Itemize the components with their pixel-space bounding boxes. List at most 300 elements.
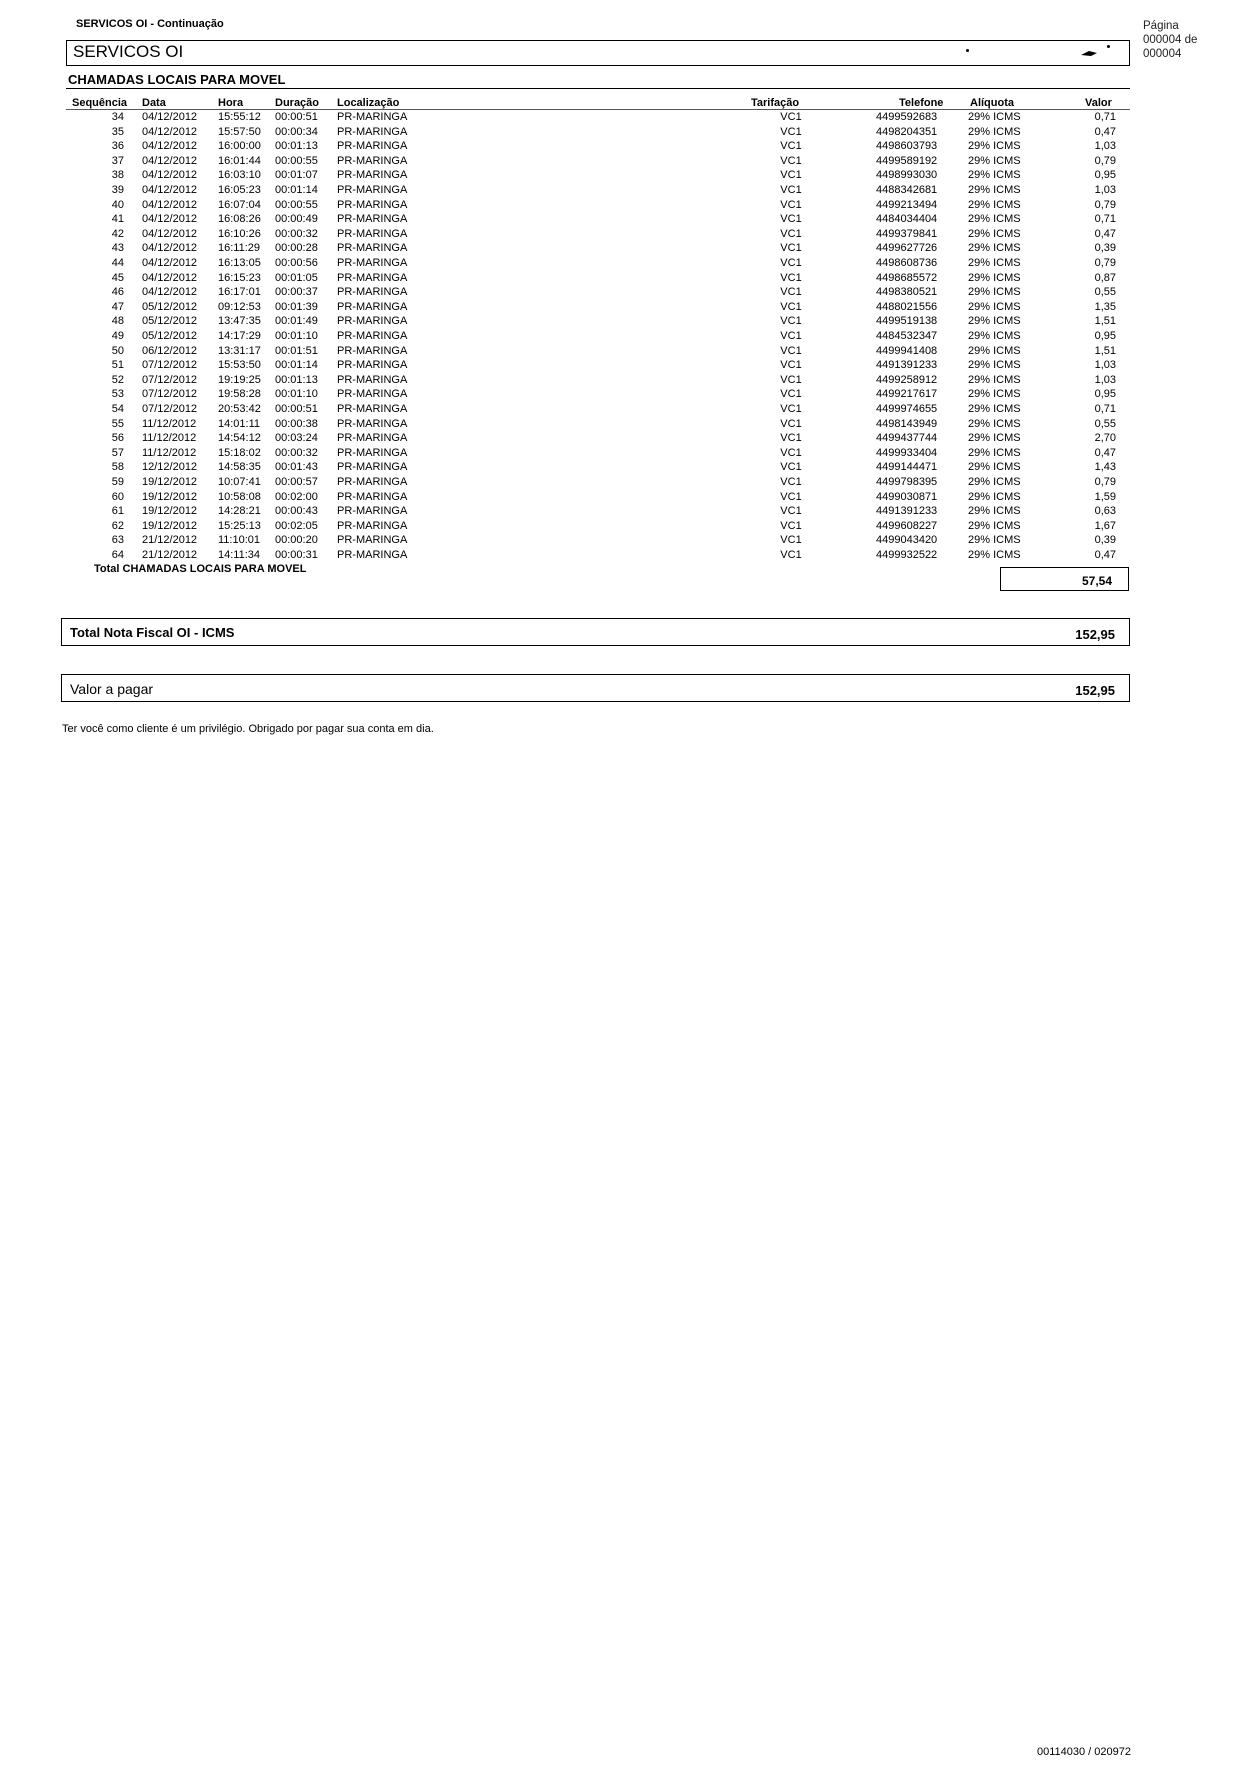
cell-data: 04/12/2012 [142,271,198,284]
cell-hora: 14:17:29 [218,330,261,342]
cell-localizacao: PR-MARINGA [337,169,408,182]
cell-duracao: 00:01:39 [275,300,318,313]
cell-data: 11/12/2012 [142,446,197,459]
cell-data: 05/12/2012 [142,300,198,313]
cell-aliquota: 29% ICMS [968,403,1021,415]
cell-telefone: 4498608736 [876,257,938,269]
cell-tarifacao: VC1 [780,140,802,153]
cell-valor: 0,39 [1094,242,1116,255]
page-total: 000004 [1143,48,1182,60]
continuation-title: SERVICOS OI - Continuação [76,18,224,30]
col-data: Data [142,97,166,109]
cell-hora: 10:07:41 [218,476,261,488]
cell-data: 04/12/2012 [142,286,198,299]
valor-pagar-bar [61,674,1130,702]
cell-hora: 15:53:50 [218,359,261,372]
table-row [0,184,1252,199]
cell-data: 04/12/2012 [142,184,198,196]
cell-duracao: 00:00:43 [275,505,318,518]
cell-aliquota: 29% ICMS [968,490,1021,503]
cell-duracao: 00:01:13 [275,140,318,153]
divider [66,88,1130,89]
cell-tarifacao: VC1 [780,198,802,211]
cell-duracao: 00:00:55 [275,154,318,167]
cell-valor: 0,47 [1094,125,1116,138]
cell-duracao: 00:00:32 [275,446,318,459]
cell-aliquota: 29% ICMS [968,154,1021,167]
cell-data: 06/12/2012 [142,344,198,357]
cell-localizacao: PR-MARINGA [337,417,408,430]
cell-aliquota: 29% ICMS [968,505,1021,518]
cell-valor: 0,63 [1094,505,1116,518]
cell-data: 07/12/2012 [142,388,198,401]
cell-localizacao: PR-MARINGA [337,213,408,226]
cell-localizacao: PR-MARINGA [337,300,408,313]
cell-telefone: 4498685572 [876,271,938,284]
cell-valor: 0,47 [1094,549,1116,561]
cell-hora: 16:10:26 [218,227,261,240]
cell-telefone: 4499933404 [876,446,938,459]
cell-sequencia: 54 [111,403,124,415]
table-row [0,286,1252,301]
cell-duracao: 00:01:05 [275,271,318,284]
cell-aliquota: 29% ICMS [968,519,1021,532]
cell-hora: 16:03:10 [218,169,261,182]
cell-tarifacao: VC1 [780,286,802,299]
cell-data: 04/12/2012 [142,154,198,167]
cell-tarifacao: VC1 [780,359,802,372]
cell-duracao: 00:00:55 [275,198,318,211]
cell-telefone: 4499627726 [876,242,938,255]
cell-hora: 15:57:50 [218,125,261,138]
cell-valor: 0,39 [1094,534,1116,547]
cell-aliquota: 29% ICMS [968,373,1021,386]
thank-you-message: Ter você como cliente é um privilégio. Obrigado por pagar sua conta em dia. [62,723,434,735]
cell-sequencia: 59 [111,476,124,488]
cell-data: 19/12/2012 [142,476,198,488]
cell-duracao: 00:02:05 [275,519,318,532]
cell-aliquota: 29% ICMS [968,359,1021,372]
cell-valor: 1,03 [1094,184,1116,196]
cell-sequencia: 34 [111,111,124,123]
cell-duracao: 00:00:57 [275,476,318,488]
cell-data: 19/12/2012 [142,519,198,532]
cell-hora: 16:05:23 [218,184,261,196]
cell-valor: 1,03 [1094,373,1116,386]
cell-hora: 16:17:01 [218,286,261,299]
cell-hora: 15:18:02 [218,446,261,459]
cell-valor: 0,47 [1094,446,1116,459]
cell-duracao: 00:01:51 [275,344,318,357]
cell-sequencia: 39 [111,184,124,196]
table-row [0,140,1252,155]
page-indicator [1143,19,1197,61]
cell-localizacao: PR-MARINGA [337,446,408,459]
cell-sequencia: 38 [111,169,124,182]
cell-duracao: 00:01:10 [275,330,318,342]
cell-tarifacao: VC1 [780,432,802,445]
nota-fiscal-label: Total Nota Fiscal OI - ICMS [70,625,235,640]
cell-data: 04/12/2012 [142,227,198,240]
cell-sequencia: 42 [111,227,124,240]
cell-valor: 1,51 [1094,315,1116,328]
cell-valor: 0,71 [1094,213,1116,226]
cell-tarifacao: VC1 [780,315,802,328]
cell-localizacao: PR-MARINGA [337,476,408,488]
cell-duracao: 00:00:56 [275,257,318,269]
cell-duracao: 00:00:37 [275,286,318,299]
cell-data: 11/12/2012 [142,417,197,430]
cell-telefone: 4488342681 [876,184,938,196]
cell-aliquota: 29% ICMS [968,344,1021,357]
cell-telefone: 4499519138 [876,315,938,328]
cell-tarifacao: VC1 [780,154,802,167]
cell-valor: 0,95 [1094,169,1116,182]
subsection-title: CHAMADAS LOCAIS PARA MOVEL [68,72,286,87]
table-row [0,549,1252,564]
col-hora: Hora [218,97,244,109]
section-title-box [66,40,1130,66]
cell-telefone: 4484034404 [876,213,938,226]
cell-localizacao: PR-MARINGA [337,490,408,503]
cell-localizacao: PR-MARINGA [337,388,408,401]
cell-valor: 0,47 [1094,227,1116,240]
cell-localizacao: PR-MARINGA [337,271,408,284]
cell-aliquota: 29% ICMS [968,432,1021,445]
cell-data: 04/12/2012 [142,213,198,226]
cell-telefone: 4499217617 [876,388,938,401]
table-row [0,301,1252,316]
cell-telefone: 4499798395 [876,476,938,488]
cell-localizacao: PR-MARINGA [337,286,408,299]
cell-valor: 0,79 [1094,198,1116,211]
cell-sequencia: 64 [111,549,124,561]
cell-sequencia: 46 [111,286,124,299]
cell-sequencia: 47 [111,300,124,313]
table-row [0,315,1252,330]
cell-telefone: 4498603793 [876,140,938,153]
cell-sequencia: 58 [111,461,124,474]
cell-duracao: 00:01:07 [275,169,318,182]
cell-duracao: 00:02:00 [275,490,318,503]
cell-telefone: 4491391233 [876,359,938,372]
cell-sequencia: 48 [111,315,124,328]
table-row [0,432,1252,447]
cell-localizacao: PR-MARINGA [337,184,408,196]
cell-sequencia: 62 [111,519,124,532]
cell-hora: 15:25:13 [218,519,261,532]
cell-hora: 14:01:11 [218,417,261,430]
cell-tarifacao: VC1 [780,300,802,313]
cell-tarifacao: VC1 [780,417,802,430]
cell-valor: 1,35 [1094,300,1116,313]
cell-duracao: 00:03:24 [275,432,318,445]
cell-duracao: 00:00:31 [275,549,318,561]
cell-duracao: 00:01:13 [275,373,318,386]
nota-fiscal-total-bar [61,618,1130,646]
cell-telefone: 4499043420 [876,534,938,547]
cell-sequencia: 56 [111,432,124,445]
cell-sequencia: 40 [111,198,124,211]
cell-tarifacao: VC1 [780,505,802,518]
cell-hora: 20:53:42 [218,403,261,415]
col-duracao: Duração [275,97,320,109]
cell-duracao: 00:00:51 [275,111,318,123]
cell-tarifacao: VC1 [780,271,802,284]
cell-aliquota: 29% ICMS [968,461,1021,474]
cell-telefone: 4499144471 [876,461,938,474]
table-row [0,491,1252,506]
cell-hora: 14:58:35 [218,461,261,474]
page-current: 000004 de [1143,34,1198,46]
cell-telefone: 4491391233 [876,505,938,518]
cell-data: 07/12/2012 [142,359,198,372]
cell-telefone: 4499941408 [876,344,938,357]
col-sequencia: Sequência [72,97,128,109]
handwritten-mark [1079,47,1101,59]
cell-sequencia: 37 [111,154,124,167]
cell-aliquota: 29% ICMS [968,227,1021,240]
cell-duracao: 00:01:43 [275,461,318,474]
cell-aliquota: 29% ICMS [968,315,1021,328]
cell-telefone: 4499379841 [876,227,938,240]
cell-aliquota: 29% ICMS [968,213,1021,226]
section-total-value: 57,54 [1000,567,1129,591]
cell-localizacao: PR-MARINGA [337,154,408,167]
cell-duracao: 00:01:14 [275,184,318,196]
table-row [0,213,1252,228]
cell-hora: 19:58:28 [218,388,261,401]
col-telefone: Telefone [899,97,944,109]
cell-aliquota: 29% ICMS [968,125,1021,138]
table-row [0,476,1252,491]
table-row [0,447,1252,462]
cell-sequencia: 63 [111,534,124,547]
cell-localizacao: PR-MARINGA [337,111,408,123]
cell-tarifacao: VC1 [780,519,802,532]
cell-aliquota: 29% ICMS [968,286,1021,299]
cell-telefone: 4499030871 [876,490,938,503]
valor-pagar-value: 152,95 [1075,683,1115,698]
cell-hora: 10:58:08 [218,490,261,503]
cell-localizacao: PR-MARINGA [337,257,408,269]
cell-data: 04/12/2012 [142,111,198,123]
cell-localizacao: PR-MARINGA [337,198,408,211]
cell-telefone: 4499589192 [876,154,938,167]
cell-localizacao: PR-MARINGA [337,140,408,153]
cell-sequencia: 41 [111,213,124,226]
cell-data: 04/12/2012 [142,257,198,269]
cell-localizacao: PR-MARINGA [337,461,408,474]
cell-tarifacao: VC1 [780,373,802,386]
cell-data: 04/12/2012 [142,169,198,182]
cell-aliquota: 29% ICMS [968,549,1021,561]
section-title: SERVICOS OI [73,42,184,61]
cell-telefone: 4498204351 [876,125,938,138]
cell-data: 21/12/2012 [142,549,198,561]
cell-hora: 11:10:01 [218,534,261,547]
cell-valor: 0,87 [1094,271,1116,284]
table-row [0,111,1252,126]
table-row [0,330,1252,345]
cell-tarifacao: VC1 [780,461,802,474]
valor-pagar-label: Valor a pagar [70,681,154,697]
cell-sequencia: 61 [111,505,124,518]
cell-hora: 16:01:44 [218,154,261,167]
cell-aliquota: 29% ICMS [968,300,1021,313]
cell-data: 12/12/2012 [142,461,198,474]
cell-valor: 1,03 [1094,359,1116,372]
cell-hora: 15:55:12 [218,111,261,123]
cell-data: 04/12/2012 [142,140,198,153]
cell-sequencia: 49 [111,330,124,342]
cell-telefone: 4499258912 [876,373,938,386]
cell-valor: 1,59 [1094,490,1116,503]
cell-data: 19/12/2012 [142,505,198,518]
cell-aliquota: 29% ICMS [968,330,1021,342]
cell-sequencia: 45 [111,271,124,284]
cell-valor: 0,79 [1094,154,1116,167]
cell-sequencia: 50 [111,344,124,357]
cell-data: 07/12/2012 [142,403,198,415]
cell-tarifacao: VC1 [780,344,802,357]
table-row [0,418,1252,433]
cell-duracao: 00:00:51 [275,403,318,415]
cell-valor: 0,79 [1094,257,1116,269]
cell-telefone: 4498143949 [876,417,938,430]
cell-duracao: 00:01:10 [275,388,318,401]
cell-tarifacao: VC1 [780,446,802,459]
cell-tarifacao: VC1 [780,534,802,547]
cell-valor: 0,79 [1094,476,1116,488]
document-number: 00114030 / 020972 [1037,1746,1131,1758]
cell-sequencia: 52 [111,373,124,386]
cell-localizacao: PR-MARINGA [337,344,408,357]
cell-aliquota: 29% ICMS [968,184,1021,196]
cell-duracao: 00:00:28 [275,242,318,255]
col-aliquota: Alíquota [970,97,1014,109]
cell-sequencia: 44 [111,257,124,269]
cell-data: 21/12/2012 [142,534,198,547]
cell-telefone: 4499974655 [876,403,938,415]
cell-tarifacao: VC1 [780,227,802,240]
cell-duracao: 00:00:34 [275,125,318,138]
table-row [0,126,1252,141]
cell-aliquota: 29% ICMS [968,169,1021,182]
table-row [0,242,1252,257]
cell-aliquota: 29% ICMS [968,446,1021,459]
cell-aliquota: 29% ICMS [968,257,1021,269]
table-row [0,155,1252,170]
cell-sequencia: 60 [111,490,124,503]
table-row [0,461,1252,476]
cell-localizacao: PR-MARINGA [337,549,408,561]
cell-sequencia: 36 [111,140,124,153]
cell-localizacao: PR-MARINGA [337,373,408,386]
cell-localizacao: PR-MARINGA [337,432,408,445]
cell-data: 05/12/2012 [142,330,198,342]
cell-localizacao: PR-MARINGA [337,403,408,415]
cell-hora: 13:47:35 [218,315,261,328]
cell-aliquota: 29% ICMS [968,534,1021,547]
cell-hora: 16:11:29 [218,242,261,255]
cell-localizacao: PR-MARINGA [337,519,408,532]
section-total-label: Total CHAMADAS LOCAIS PARA MOVEL [94,563,307,575]
cell-valor: 1,43 [1094,461,1116,474]
cell-aliquota: 29% ICMS [968,271,1021,284]
cell-duracao: 00:01:14 [275,359,318,372]
cell-tarifacao: VC1 [780,490,802,503]
cell-hora: 19:19:25 [218,373,261,386]
table-row [0,520,1252,535]
cell-aliquota: 29% ICMS [968,140,1021,153]
col-valor: Valor [1085,97,1112,109]
cell-tarifacao: VC1 [780,111,802,123]
cell-hora: 16:13:05 [218,257,261,269]
cell-telefone: 4499213494 [876,198,938,211]
cell-sequencia: 55 [111,417,124,430]
nota-fiscal-value: 152,95 [1075,627,1115,642]
cell-tarifacao: VC1 [780,242,802,255]
col-tarifacao: Tarifação [751,97,800,109]
cell-valor: 1,03 [1094,140,1116,153]
cell-tarifacao: VC1 [780,330,802,342]
cell-valor: 0,71 [1094,111,1116,123]
cell-aliquota: 29% ICMS [968,388,1021,401]
cell-sequencia: 51 [111,359,124,372]
cell-telefone: 4498993030 [876,169,938,182]
cell-tarifacao: VC1 [780,476,802,488]
cell-aliquota: 29% ICMS [968,111,1021,123]
cell-duracao: 00:00:49 [275,213,318,226]
cell-hora: 09:12:53 [218,300,261,313]
cell-data: 04/12/2012 [142,198,198,211]
table-row [0,534,1252,549]
cell-localizacao: PR-MARINGA [337,227,408,240]
header-divider [66,109,1130,110]
cell-localizacao: PR-MARINGA [337,315,408,328]
cell-tarifacao: VC1 [780,213,802,226]
cell-telefone: 4499437744 [876,432,938,445]
scan-mark [1107,45,1110,48]
table-row [0,388,1252,403]
cell-data: 07/12/2012 [142,373,198,386]
cell-telefone: 4499592683 [876,111,938,123]
cell-tarifacao: VC1 [780,257,802,269]
cell-tarifacao: VC1 [780,388,802,401]
cell-hora: 13:31:17 [218,344,261,357]
cell-localizacao: PR-MARINGA [337,359,408,372]
cell-hora: 14:11:34 [218,549,261,561]
table-row [0,228,1252,243]
cell-localizacao: PR-MARINGA [337,242,408,255]
cell-sequencia: 53 [111,388,124,401]
cell-data: 11/12/2012 [142,432,197,445]
cell-valor: 2,70 [1094,432,1116,445]
cell-sequencia: 57 [111,446,124,459]
cell-duracao: 00:01:49 [275,315,318,328]
table-row [0,199,1252,214]
table-row [0,359,1252,374]
table-row [0,257,1252,272]
cell-aliquota: 29% ICMS [968,198,1021,211]
cell-telefone: 4498380521 [876,286,938,299]
table-row [0,345,1252,360]
cell-localizacao: PR-MARINGA [337,125,408,138]
cell-aliquota: 29% ICMS [968,476,1021,488]
cell-hora: 16:15:23 [218,271,261,284]
table-row [0,505,1252,520]
